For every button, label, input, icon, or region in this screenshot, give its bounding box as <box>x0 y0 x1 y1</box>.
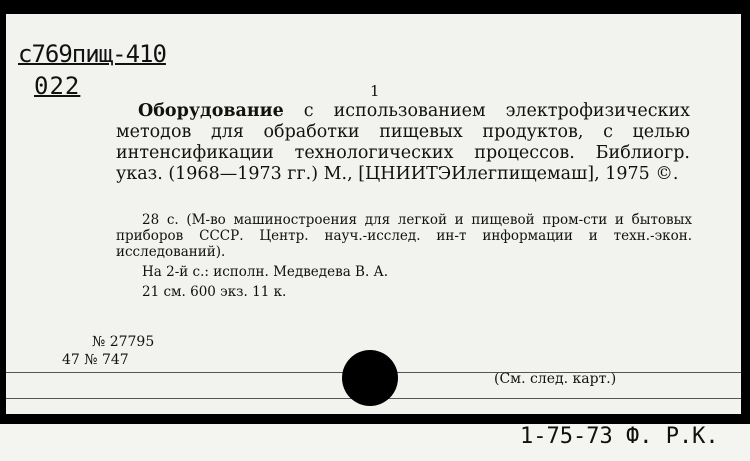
compiler-note: На 2-й с.: исполн. Медведева В. А. <box>142 264 389 280</box>
punch-hole <box>342 350 398 406</box>
accession-number-2: 47 № 747 <box>62 352 129 368</box>
bibliographic-title <box>116 101 690 185</box>
bottom-handwritten-note: 1-75-73 Ф. Р.К. <box>520 424 719 449</box>
call-number-handwritten: с769пищ-410 <box>18 40 166 68</box>
title-lead-word: Оборудование <box>138 101 284 121</box>
call-number-handwritten-2: 022 <box>34 72 81 100</box>
publication-description: 28 с. (М-во машиностроения для легкой и пищевой пром-сти и бытовых приборов СССР. Центр. науч.-исслед. ин-т информации и техн.-экон. исследований). <box>116 212 692 260</box>
accession-number: № 27795 <box>92 334 155 350</box>
physical-description: 21 см. 600 экз. 11 к. <box>142 284 287 300</box>
card-page-number: 1 <box>370 82 380 100</box>
see-next-card: (См. след. карт.) <box>494 371 617 387</box>
title-body: с использованием электрофизических методов для обработки пищевых продуктов, с целью интенсификации технологических процессов. Библиогр. указ. (1968—1973 гг.) М., [ЦНИИТЭИлегпищемаш], 1975 ©. <box>116 101 690 184</box>
